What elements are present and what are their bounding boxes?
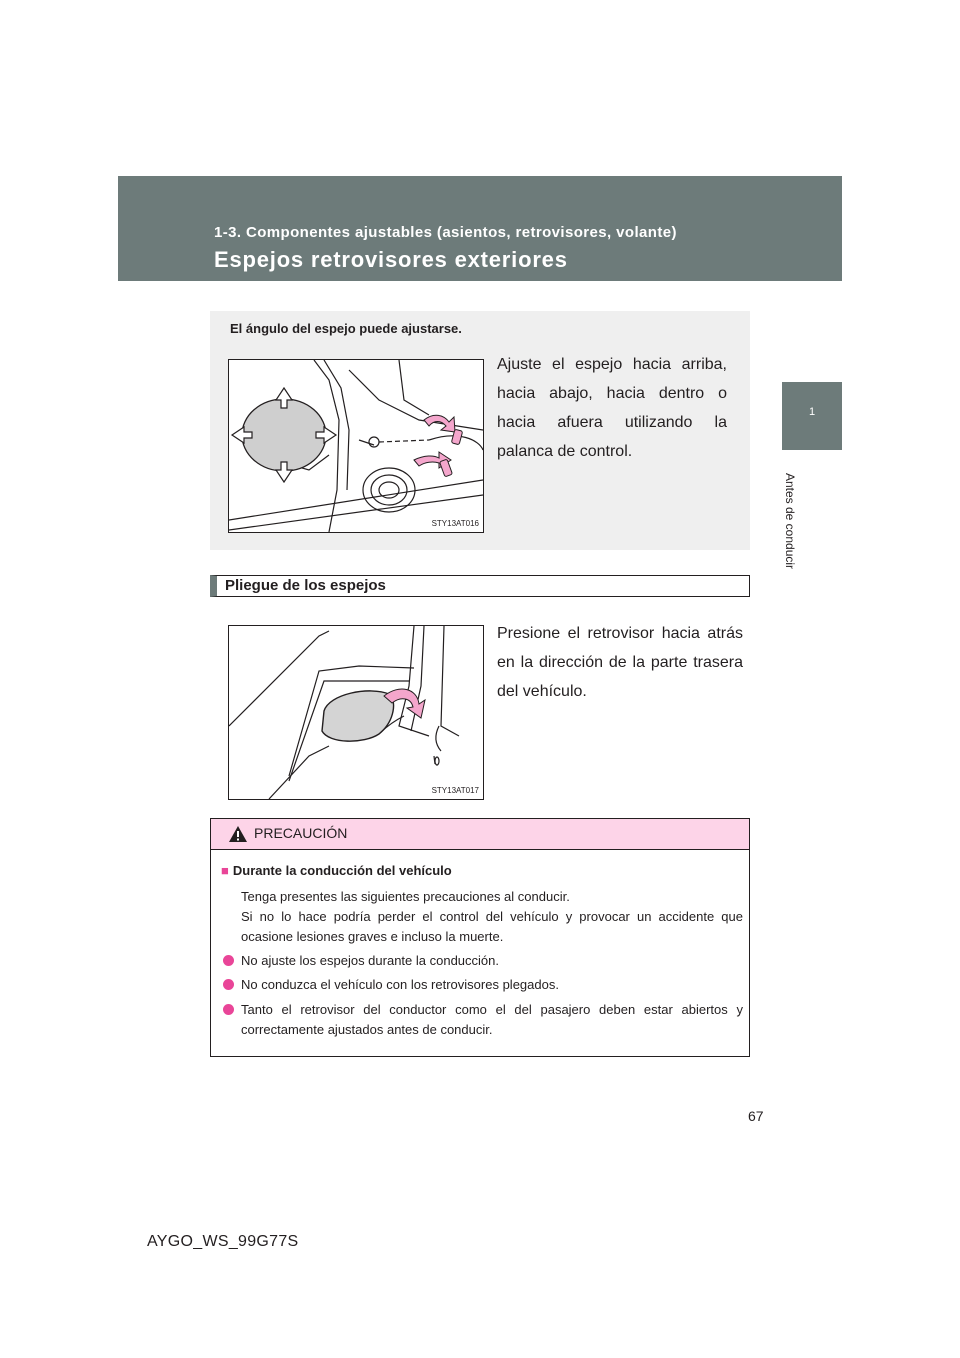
caution-heading: ■ Durante la conducción del vehículo — [221, 863, 452, 878]
chapter-tab — [782, 382, 842, 450]
caution-bullet: Tanto el retrovisor del conductor como el del pasajero deben estar abiertos y correctamente ajustados antes de conducir. — [223, 1000, 743, 1040]
document-code: AYGO_WS_99G77S — [147, 1233, 299, 1250]
caution-label: PRECAUCIÓN — [254, 825, 348, 841]
circle-bullet-icon — [223, 1004, 234, 1015]
circle-bullet-icon — [223, 979, 234, 990]
caution-box — [210, 818, 750, 1057]
section-title: 1-3. Componentes ajustables (asientos, retrovisores, volante) — [214, 224, 677, 241]
caution-paragraph-2: Si no lo hace podría perder el control del vehículo y provocar un accidente que ocasione lesiones graves e incluso la muerte. — [241, 909, 743, 944]
adjust-instruction: Ajuste el espejo hacia arriba, hacia abajo, hacia dentro o hacia afuera utilizando la palanca de control. — [497, 356, 727, 460]
circle-bullet-icon — [223, 955, 234, 966]
page-title: Espejos retrovisores exteriores — [214, 247, 568, 272]
chapter-number: 1 — [808, 406, 816, 418]
adjust-intro: El ángulo del espejo puede ajustarse. — [230, 321, 462, 336]
caution-bullet: No conduzca el vehículo con los retrovisores plegados. — [223, 975, 743, 995]
mirror-adjust-figure — [228, 359, 484, 533]
figure-code: STY13AT016 — [431, 519, 479, 528]
fold-heading: Pliegue de los espejos — [225, 577, 386, 594]
chapter-side-label — [778, 456, 802, 586]
caution-paragraph-1: Tenga presentes las siguientes precauciones al conducir. — [241, 889, 570, 904]
warning-icon — [228, 825, 248, 843]
caution-bullet: No ajuste los espejos durante la conducción. — [223, 951, 743, 971]
page-number: 67 — [748, 1108, 764, 1124]
mirror-adjust-illustration — [229, 360, 483, 532]
chapter-header — [118, 176, 842, 281]
fold-instruction: Presione el retrovisor hacia atrás en la dirección de la parte trasera del vehículo. — [497, 625, 743, 700]
mirror-fold-illustration — [229, 626, 483, 799]
chapter-label: Antes de conducir — [783, 472, 797, 570]
square-bullet-icon: ■ — [221, 863, 229, 878]
figure-code: STY13AT017 — [431, 786, 479, 795]
mirror-fold-figure — [228, 625, 484, 800]
fold-heading-bar — [210, 575, 750, 597]
caution-header — [211, 819, 749, 850]
